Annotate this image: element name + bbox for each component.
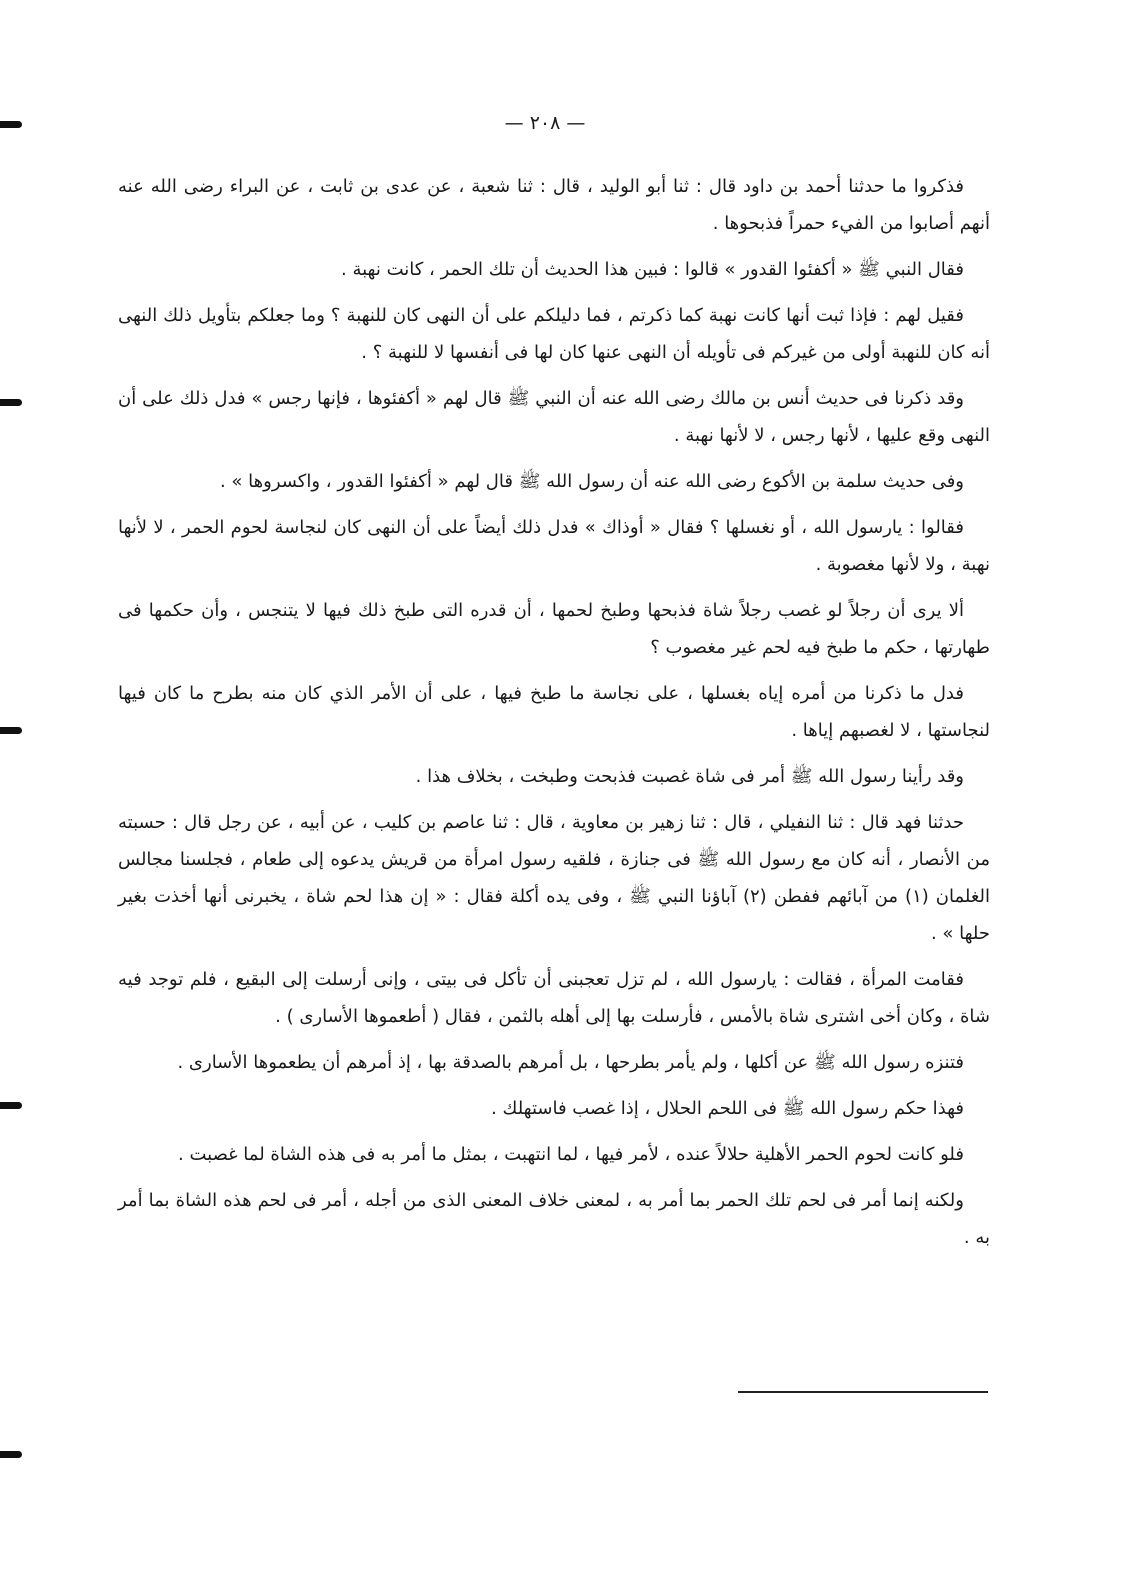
paragraph: فلو كانت لحوم الحمر الأهلية حلالاً عنده ، لأمر فيها ، لما انتهبت ، بمثل ما أمر به فى هذه الشاة لما غصبت . <box>178 1144 964 1165</box>
paragraph: فقيل لهم : فإذا ثبت أنها كانت نهبة كما ذكرتم ، فما دليلكم على أن النهى كان للنهبة ؟ وما جعلكم بتأويل ذلك النهى أنه كان للنهبة أولى من غيركم فى تأويله أن النهى عنها كان لها فى أنفسها لا للنهبة ؟ . <box>118 305 990 363</box>
paragraph: فقالوا : يارسول الله ، أو نغسلها ؟ فقال « أوذاك » فدل ذلك أيضاً على أن النهى كان لنجاسة لحوم الحمر ، لا لأنها نهبة ، ولا لأنها مغصوبة . <box>118 517 990 575</box>
paragraph: فقال النبي ﷺ « أكفئوا القدور » قالوا : فبين هذا الحديث أن تلك الحمر ، كانت نهبة . <box>341 259 964 280</box>
paragraph: ألا يرى أن رجلاً لو غصب رجلاً شاة فذبحها وطبخ لحمها ، أن قدره التى طبخ ذلك فيها لا يتنجس ، وأن حكمها فى طهارتها ، حكم ما طبخ فيه لحم غير مغصوب ؟ <box>118 600 990 658</box>
paragraph: فدل ما ذكرنا من أمره إياه بغسلها ، على نجاسة ما طبخ فيها ، على أن الأمر الذي كان منه بطرح ما كان فيها لنجاستها ، لا لغصبهم إياها . <box>118 683 990 741</box>
margin-mark <box>0 1102 22 1109</box>
margin-mark <box>0 1451 22 1458</box>
paragraph: وقد رأينا رسول الله ﷺ أمر فى شاة غصبت فذبحت وطبخت ، بخلاف هذا . <box>415 766 964 787</box>
paragraph: فهذا حكم رسول الله ﷺ فى اللحم الحلال ، إذا غصب فاستهلك . <box>491 1098 964 1119</box>
margin-mark <box>0 399 22 406</box>
paragraph: وقد ذكرنا فى حديث أنس بن مالك رضى الله عنه أن النبي ﷺ قال لهم « أكفئوها ، فإنها رجس » فدل ذلك على أن النهى وقع عليها ، لأنها رجس ، لا لأنها نهبة . <box>118 388 990 446</box>
page-number: — ٢٠٨ — <box>504 112 586 134</box>
footnote-separator <box>738 1391 988 1393</box>
body-text <box>118 168 990 1265</box>
paragraph: فتنزه رسول الله ﷺ عن أكلها ، ولم يأمر بطرحها ، بل أمرهم بالصدقة بها ، إذ أمرهم أن يطعموها الأسارى . <box>177 1052 964 1073</box>
paragraph: ولكنه إنما أمر فى لحم تلك الحمر بما أمر به ، لمعنى خلاف المعنى الذى من أجله ، أمر فى لحم هذه الشاة بما أمر به . <box>118 1190 990 1248</box>
paragraph: حدثنا فهد قال : ثنا النفيلي ، قال : ثنا زهير بن معاوية ، قال : ثنا عاصم بن كليب ، عن أبيه ، عن رجل قال : حسبته من الأنصار ، أنه كان مع رسول الله ﷺ فى جنازة ، فلقيه رسول امرأة من قريش يدعوه إلى طعام ، فجلسنا مجالس الغلمان (١) من آبائهم ففطن (٢) آباؤنا النبي ﷺ ، وفى يده أكلة فقال : « إن هذا لحم شاة ، يخبرنى أنها أخذت بغير حلها » . <box>118 812 991 944</box>
margin-mark <box>0 727 22 734</box>
paragraph: وفى حديث سلمة بن الأكوع رضى الله عنه أن رسول الله ﷺ قال لهم « أكفئوا القدور ، واكسروها » . <box>219 471 964 492</box>
paragraph: فقامت المرأة ، فقالت : يارسول الله ، لم تزل تعجبنى أن تأكل فى بيتى ، وإنى أرسلت إلى البقيع ، فلم توجد فيه شاة ، وكان أخى اشترى شاة بالأمس ، فأرسلت بها إلى أهله بالثمن ، فقال ( أطعموها الأسارى ) . <box>118 969 990 1027</box>
paragraph: فذكروا ما حدثنا أحمد بن داود قال : ثنا أبو الوليد ، قال : ثنا شعبة ، عن عدى بن ثابت ، عن البراء رضى الله عنه أنهم أصابوا من الفيء حمراً فذبحوها . <box>118 176 990 234</box>
